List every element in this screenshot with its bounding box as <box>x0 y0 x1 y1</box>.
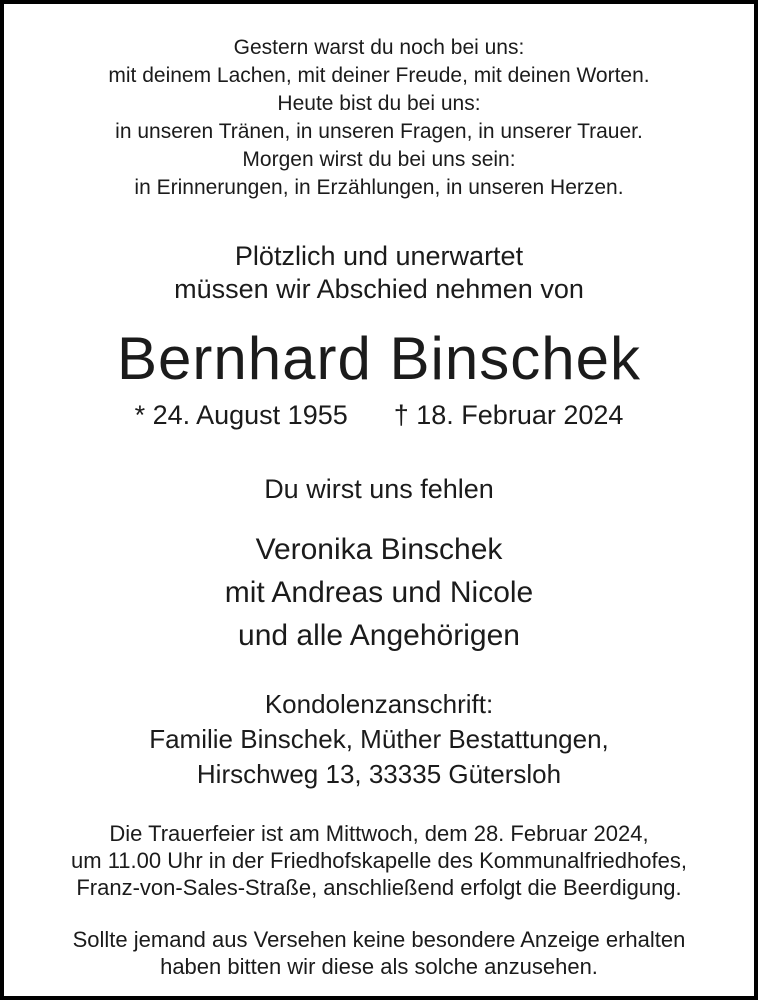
funeral-line-2: um 11.00 Uhr in der Friedhofskapelle des Kommunalfriedhofes, <box>71 848 687 873</box>
mourner-line-2: mit Andreas und Nicole <box>224 576 534 609</box>
poem-line-3: Heute bist du bei uns: <box>277 92 481 115</box>
condolence-address <box>4 687 754 792</box>
condolence-line-3: Hirschweg 13, 33335 Gütersloh <box>196 759 562 789</box>
mourners-list <box>4 528 754 657</box>
intro-line-1: Plötzlich und unerwartet <box>234 241 524 271</box>
funeral-line-3: Franz-von-Sales-Straße, anschließend erfolgt die Beerdigung. <box>76 875 682 900</box>
poem-line-5: Morgen wirst du bei uns sein: <box>242 148 516 171</box>
mourner-line-1: Veronika Binschek <box>255 533 503 566</box>
deceased-name: Bernhard Binschek <box>117 325 641 392</box>
funeral-details <box>4 820 754 901</box>
mourner-line-3: und alle Angehörigen <box>238 619 520 652</box>
death-date: † 18. Februar 2024 <box>393 400 624 430</box>
birth-date: * 24. August 1955 <box>134 400 348 430</box>
life-dates <box>4 398 754 432</box>
note-line-2: haben bitten wir diese als solche anzusehen. <box>160 954 598 979</box>
poem-line-2: mit deinem Lachen, mit deiner Freude, mit deinen Worten. <box>108 64 650 87</box>
farewell-line: Du wirst uns fehlen <box>264 474 494 504</box>
poem-line-1: Gestern warst du noch bei uns: <box>233 36 525 59</box>
poem-line-6: in Erinnerungen, in Erzählungen, in unseren Herzen. <box>134 176 624 199</box>
farewell-intro <box>4 240 754 306</box>
condolence-line-2: Familie Binschek, Müther Bestattungen, <box>149 724 609 754</box>
condolence-heading: Kondolenzanschrift: <box>264 689 494 719</box>
funeral-line-1: Die Trauerfeier ist am Mittwoch, dem 28. Februar 2024, <box>109 821 649 846</box>
notice-disclaimer <box>4 926 754 980</box>
poem-line-4: in unseren Tränen, in unseren Fragen, in unserer Trauer. <box>115 120 643 143</box>
memorial-poem <box>4 34 754 202</box>
intro-line-2: müssen wir Abschied nehmen von <box>174 274 584 304</box>
note-line-1: Sollte jemand aus Versehen keine besondere Anzeige erhalten <box>72 927 686 952</box>
